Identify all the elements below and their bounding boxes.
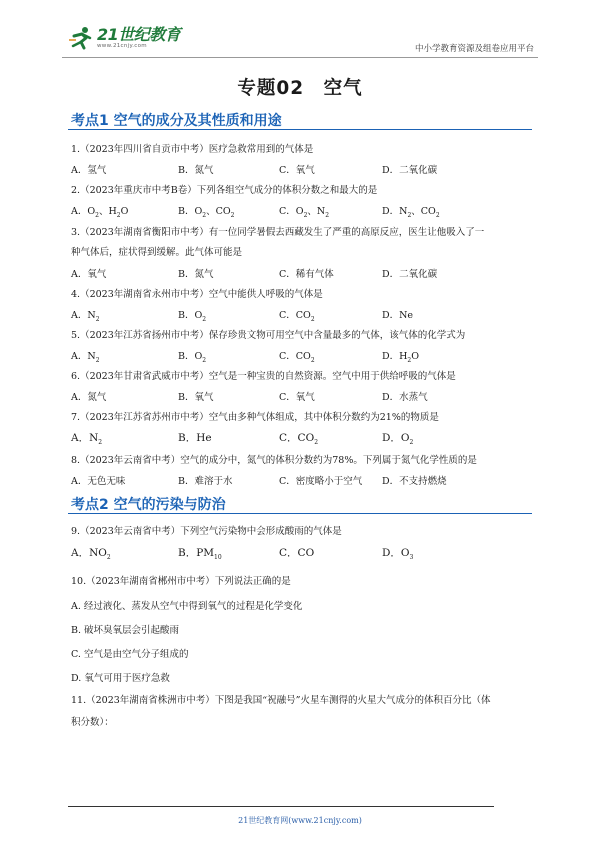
- question-7-option-d: D．$O_2$: [382, 432, 414, 447]
- section-heading-1: 考点1 空气的成分及其性质和用途: [71, 113, 282, 129]
- question-6-stem: 6.（2023年甘肃省武威市中考）空气是一种宝贵的自然资源。空气中用于供给呼吸的气体是: [71, 371, 456, 382]
- question-1-option-b: B．氮气: [178, 165, 214, 176]
- logo-url: www.21cnjy.com: [97, 43, 147, 49]
- question-7-option-b: B．He: [178, 432, 212, 444]
- question-9-option-d: D．$O_3$: [382, 547, 414, 562]
- question-2-option-d: D．$N_2$、$CO_2$: [382, 206, 440, 219]
- question-9-stem: 9.（2023年云南省中考）下列空气污染物中会形成酸雨的气体是: [71, 526, 342, 537]
- question-3-option-b: B．氮气: [178, 269, 214, 280]
- question-10-option-d: D. 氧气可用于医疗急救: [71, 673, 170, 684]
- question-5-stem: 5.（2023年江苏省扬州市中考）保存珍贵文物可用空气中含量最多的气体，该气体的化学式为: [71, 330, 466, 341]
- question-5-option-c: C．$CO_2$: [279, 351, 315, 364]
- question-7-stem: 7.（2023年江苏省苏州市中考）空气由多种气体组成，其中体积分数约为21%的物质是: [71, 412, 439, 423]
- question-8-option-a: A．无色无味: [71, 476, 126, 487]
- question-3-option-c: C．稀有气体: [279, 269, 334, 280]
- page-header: [62, 22, 538, 62]
- question-10-option-b: B. 破坏臭氧层会引起酸雨: [71, 625, 180, 636]
- question-2-option-c: C．$O_2$、$N_2$: [279, 206, 330, 219]
- question-6-option-c: C．氧气: [279, 392, 315, 403]
- question-7-option-c: C．$CO_2$: [279, 432, 319, 447]
- question-3-stem-line-1: 3.（2023年湖南省衡阳市中考）有一位同学暑假去西藏发生了严重的高原反应，医生让他吸入了一: [71, 227, 485, 238]
- question-9-option-a: A．$NO_2$: [71, 547, 111, 562]
- question-10-stem: 10.（2023年湖南省郴州市中考）下列说法正确的是: [71, 576, 291, 587]
- question-9-option-c: C．CO: [279, 547, 315, 559]
- section-heading-2: 考点2 空气的污染与防治: [71, 497, 226, 513]
- question-3-option-a: A．氧气: [71, 269, 107, 280]
- question-1-option-a: A．氢气: [71, 165, 107, 176]
- question-8-option-c: C．密度略小于空气: [279, 476, 363, 487]
- question-11-stem-line-1: 11.（2023年湖南省株洲市中考）下图是我国“祝融号”火星车测得的火星大气成分的体积百分比（体: [71, 695, 491, 706]
- question-8-stem: 8.（2023年云南省中考）空气的成分中，氮气的体积分数约为78%。下列属于氮气化学性质的是: [71, 455, 477, 466]
- question-3-stem-line-2: 种气体后，症状得到缓解。此气体可能是: [71, 247, 243, 258]
- question-1-option-d: D．二氧化碳: [382, 165, 438, 176]
- logo: [68, 26, 180, 50]
- section-divider-1: [68, 129, 532, 130]
- question-8-option-d: D．不支持燃烧: [382, 476, 447, 487]
- question-9-option-b: B．$PM_{10}$: [178, 547, 222, 562]
- platform-name: 中小学教育资源及组卷应用平台: [414, 44, 534, 54]
- page-title: 专题02 空气: [237, 78, 363, 99]
- question-10-option-c: C. 空气是由空气分子组成的: [71, 649, 189, 660]
- question-2-option-b: B．$O_2$、$CO_2$: [178, 206, 235, 219]
- footer-divider: [68, 806, 494, 807]
- question-4-option-d: D．Ne: [382, 310, 414, 321]
- logo-name: 21世纪教育: [97, 25, 181, 44]
- question-5-option-a: A．$N_2$: [71, 351, 100, 364]
- question-4-option-b: B．$O_2$: [178, 310, 207, 323]
- section-divider-2: [68, 513, 532, 514]
- question-2-option-a: A．$O_2$、$H_2O$: [71, 206, 129, 219]
- question-2-stem: 2.（2023年重庆市中考B卷）下列各组空气成分的体积分数之和最大的是: [71, 185, 378, 196]
- question-6-option-b: B．氧气: [178, 392, 214, 403]
- question-5-option-d: D．$H_2O$: [382, 351, 420, 364]
- question-10-option-a: A. 经过液化、蒸发从空气中得到氧气的过程是化学变化: [71, 601, 303, 612]
- question-11-stem-line-2: 积分数）：: [71, 717, 114, 728]
- footer-text: 21世纪教育网(www.21cnjy.com): [238, 816, 362, 825]
- question-7-option-a: A．$N_2$: [71, 432, 103, 447]
- question-6-option-a: A．氮气: [71, 392, 107, 403]
- question-6-option-d: D．水蒸气: [382, 392, 428, 403]
- question-5-option-b: B．$O_2$: [178, 351, 207, 364]
- question-4-option-a: A．$N_2$: [71, 310, 100, 323]
- question-3-option-d: D．二氧化碳: [382, 269, 438, 280]
- question-1-option-c: C．氧气: [279, 165, 315, 176]
- question-1-stem: 1.（2023年四川省自贡市中考）医疗急救常用到的气体是: [71, 144, 314, 155]
- question-4-stem: 4.（2023年湖南省永州市中考）空气中能供人呼吸的气体是: [71, 289, 323, 300]
- runner-logo-icon: [68, 26, 94, 50]
- question-4-option-c: C．$CO_2$: [279, 310, 315, 323]
- question-8-option-b: B．难溶于水: [178, 476, 233, 487]
- header-divider: [62, 57, 538, 58]
